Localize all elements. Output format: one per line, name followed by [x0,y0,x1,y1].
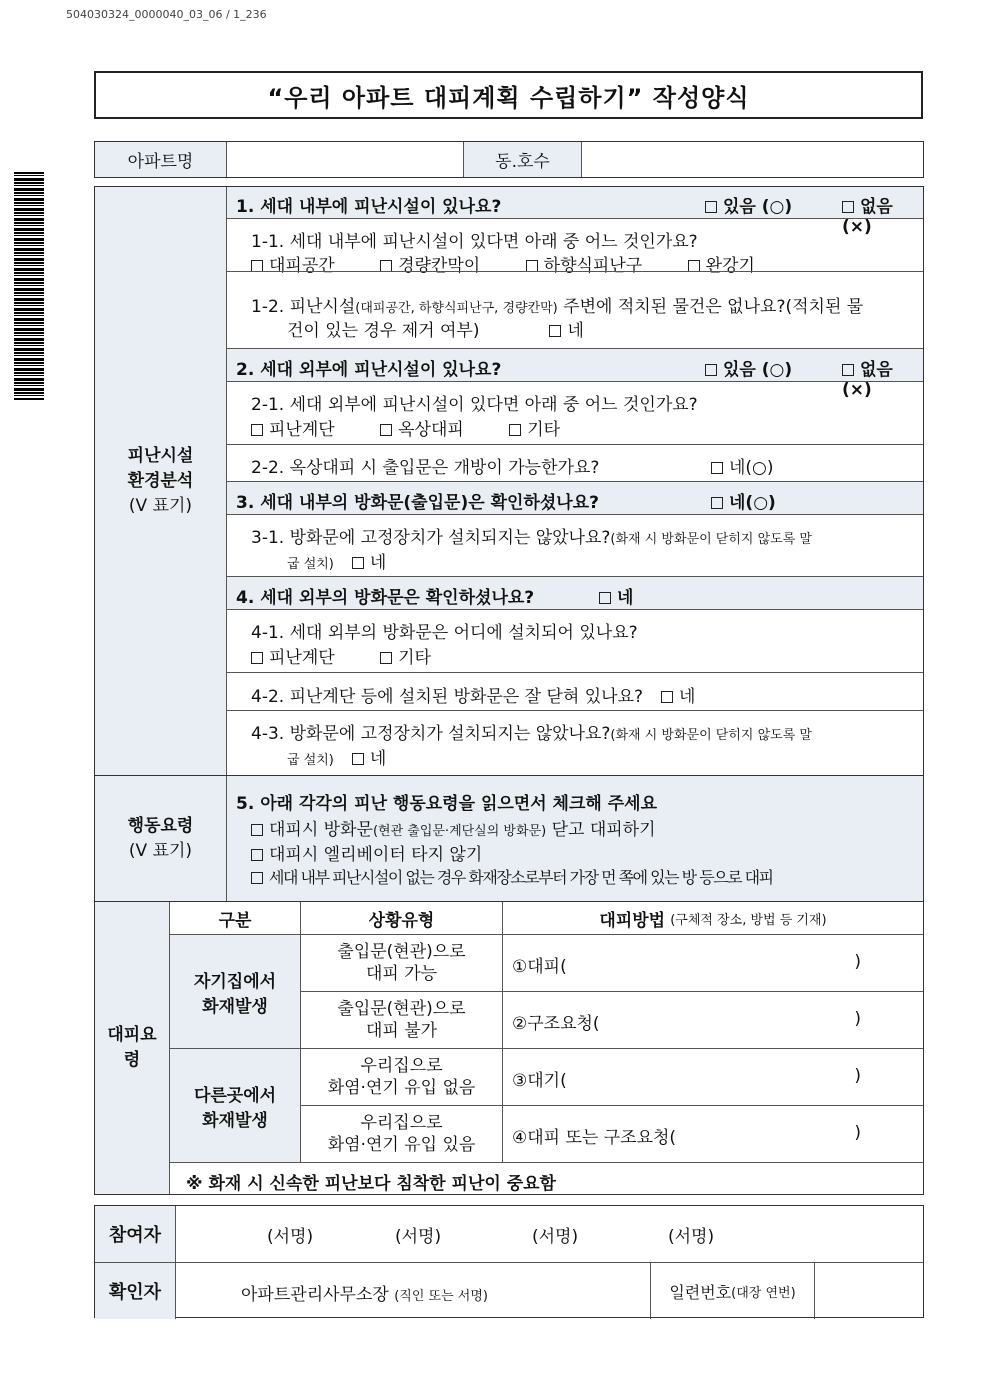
question-4-row [227,576,923,610]
method-row-1[interactable]: ①대피( ) [502,934,923,991]
confirmer-field[interactable] [175,1262,650,1319]
col-header-category: 구분 [218,910,252,931]
question-1-2-row [227,271,923,349]
q1-2-yes-option[interactable]: 네 [549,321,583,341]
side-label-line: 행동요령 [127,815,194,836]
situation-row-4: 우리집으로 화염·연기 유입 있음 [300,1105,502,1162]
unit-label: 동.호수 [463,142,581,177]
question-4: 4. 세대 외부의 방화문은 확인하셨나요? [236,588,535,608]
facility-questions [226,187,923,775]
question-1-2-cont: 건이 있는 경우 제거 여부) 네 [287,321,584,341]
side-label-line: 령 [123,1050,141,1070]
facility-side-label [95,187,226,775]
method-row-4[interactable]: ④대피 또는 구조요청( ) [502,1105,923,1162]
question-4-3-cont: 굽 설치) 네 [287,749,387,769]
question-1-1-row [227,218,923,276]
q2-yes-option[interactable]: 있음 (○) [705,355,792,380]
signature-slot[interactable]: (서명) [395,1227,442,1247]
col-header-method: 대피방법 (구체적 장소, 방법 등 기재) [502,902,923,934]
question-4-1-row [227,609,923,673]
barcode [14,172,44,400]
section-evacuation-guide [94,901,924,1195]
question-1-1: 1-1. 세대 내부에 피난시설이 있다면 아래 중 어느 것인가요? [251,232,698,252]
q2-1-options [251,415,560,440]
q2-2-yes-option[interactable]: 네(○) [711,453,774,478]
situation-row-1: 출입문(현관)으로 대피 가능 [300,934,502,991]
group-own-home: 자기집에서 화재발생 [170,934,300,1048]
question-2-1: 2-1. 세대 외부에 피난시설이 있다면 아래 중 어느 것인가요? [251,395,698,415]
q1-no-option[interactable]: 없음 (×) [842,197,893,237]
action-item-2[interactable]: 대피시 엘리베이터 타지 않기 [251,840,482,865]
q4-2-yes-option[interactable]: 네 [661,687,695,707]
side-label-line: (V 표기) [128,495,193,516]
question-2-2: 2-2. 옥상대피 시 출입문은 개방이 가능한가요? [251,458,600,478]
question-2-row [227,348,923,400]
question-1-2: 1-2. 피난시설(대피공간, 하향식피난구, 경량칸막) 주변에 적치된 물건은 없나요?(적치된 물 [251,297,864,317]
q3-1-yes-option[interactable]: 네 [352,553,386,573]
unit-field[interactable] [581,142,922,177]
question-3-1-row [227,514,923,577]
side-label-line: 피난시설 [127,445,194,466]
option-descender[interactable]: 완강기 [688,256,755,276]
confirmer-label: 확인자 [95,1262,175,1319]
action-item-1[interactable]: 대피시 방화문(현관 출입문·계단실의 방화문) 닫고 대피하기 [251,815,656,840]
participant-signatures [175,1206,923,1262]
question-1: 1. 세대 내부에 피난시설이 있나요? [236,197,502,217]
participant-label: 참여자 [95,1206,175,1262]
q4-yes-option[interactable]: 네 [599,583,633,608]
side-label-line: 환경분석 [127,470,194,491]
question-3-row [227,481,923,515]
option-descending-hatch[interactable]: 하향식피난구 [526,256,643,276]
serial-label: 일련번호 (대장 연번) [650,1262,814,1319]
evac-side-label [95,902,169,1194]
signature-table [94,1205,924,1318]
q4-1-options [251,643,431,668]
q3-yes-option[interactable]: 네(○) [711,488,776,513]
question-4-1: 4-1. 세대 외부의 방화문은 어디에 설치되어 있나요? [251,623,638,643]
section-action-guide [94,775,924,902]
signature-slot[interactable]: (서명) [668,1227,715,1247]
situation-row-3: 우리집으로 화염·연기 유입 없음 [300,1048,502,1105]
question-4-3: 4-3. 방화문에 고정장치가 설치되지는 않았나요?(화재 시 방화문이 닫히지 않도록 말 [251,724,812,744]
question-1-row [227,187,923,237]
question-4-3-row [227,710,923,776]
action-items [226,776,923,901]
action-item-3[interactable]: 세대 내부 피난시설이 없는 경우 화재장소로부터 가장 먼 쪽에 있는 방 등으로 대피 [251,865,773,888]
apt-name-label: 아파트명 [95,142,226,177]
q4-3-yes-option[interactable]: 네 [352,749,386,769]
option-other[interactable]: 기타 [509,420,560,440]
question-3: 3. 세대 내부의 방화문(출입문)은 확인하셨나요? [236,493,599,513]
question-2-1-row [227,381,923,445]
question-2-2-row [227,444,923,482]
option-evac-space[interactable]: 대피공간 [251,256,335,276]
confirmer-text: 아파트관리사무소장 [241,1285,389,1305]
question-3-1-cont: 굽 설치) 네 [287,553,387,573]
option-evac-stairs[interactable]: 피난계단 [251,648,335,668]
group-elsewhere: 다른곳에서 화재발생 [170,1048,300,1162]
header-table [94,141,924,178]
question-4-2: 4-2. 피난계단 등에 설치된 방화문은 잘 닫혀 있나요? 네 [251,687,696,707]
method-row-3[interactable]: ③대기( ) [502,1048,923,1105]
question-3-1: 3-1. 방화문에 고정장치가 설치되지는 않았나요?(화재 시 방화문이 닫히지 않도록 말 [251,528,812,548]
apt-name-field[interactable] [226,142,463,177]
serial-field[interactable] [814,1262,923,1319]
side-label-line: 대피요 [107,1025,157,1045]
question-4-2-row [227,672,923,711]
q2-no-option[interactable]: 없음 (×) [842,360,893,400]
situation-row-2: 출입문(현관)으로 대피 불가 [300,991,502,1048]
form-title: “우리 아파트 대피계획 수립하기” 작성양식 [94,71,923,119]
method-row-2[interactable]: ②구조요청( ) [502,991,923,1048]
signature-slot[interactable]: (서명) [532,1227,579,1247]
option-rooftop[interactable]: 옥상대피 [380,420,464,440]
option-evac-stairs[interactable]: 피난계단 [251,420,335,440]
confirmer-note: (직인 또는 서명) [394,1289,488,1304]
signature-slot[interactable]: (서명) [267,1227,314,1247]
question-5: 5. 아래 각각의 피난 행동요령을 읽으면서 체크해 주세요 [236,794,657,814]
question-2: 2. 세대 외부에 피난시설이 있나요? [236,360,502,380]
action-side-label [95,776,226,901]
option-light-partition[interactable]: 경량칸막이 [380,256,480,276]
col-header-situation: 상황유형 [300,902,502,934]
evac-note: ※ 화재 시 신속한 피난보다 침착한 피난이 중요함 [170,1162,923,1194]
q1-yes-option[interactable]: 있음 (○) [705,192,792,217]
section-facility-analysis [94,186,924,776]
checkbox[interactable] [842,201,854,213]
document-id: 504030324_0000040_03_06 / 1_236 [66,8,267,21]
checkbox[interactable] [705,201,717,213]
side-label-line: (V 표기) [128,840,193,861]
evac-table [169,902,923,1194]
option-other[interactable]: 기타 [380,648,431,668]
